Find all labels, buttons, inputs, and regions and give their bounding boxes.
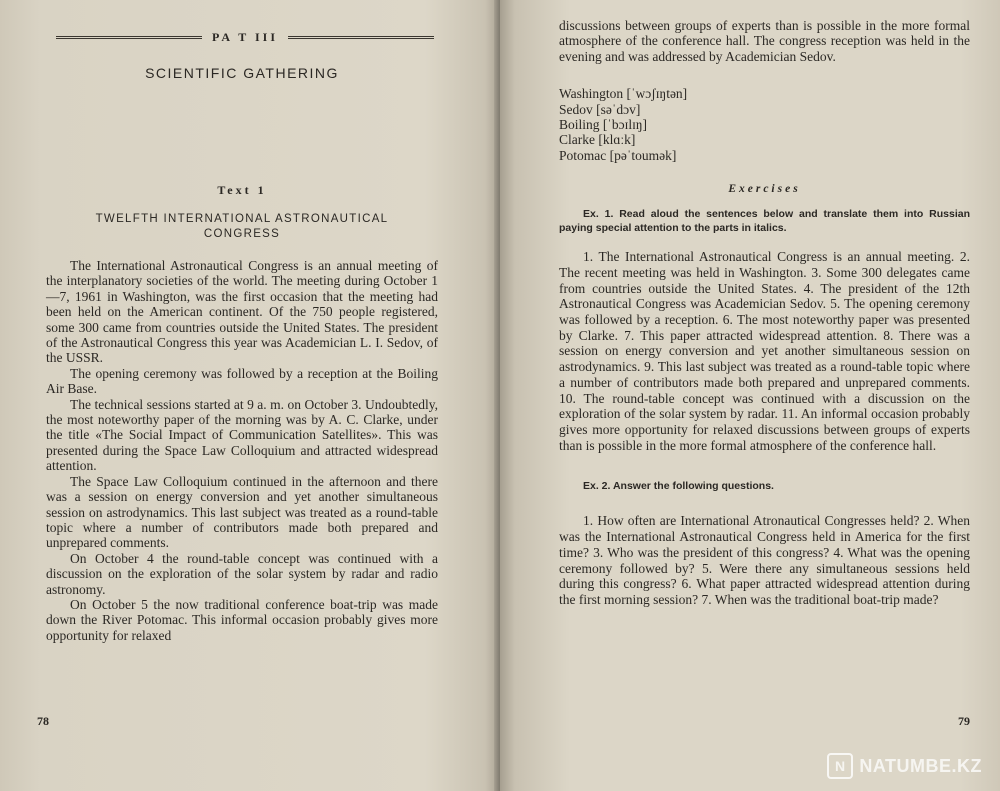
running-head-text: PA T III [211,30,279,44]
watermark [827,753,982,779]
pronunciation-list [559,86,970,163]
exercise-1-task: Ex. 1. Read aloud the sentences below and translate them into Russian paying special attention to the parts in italics. [559,208,970,235]
continuation-block [559,18,970,64]
rule-right [288,36,434,39]
pronunciation-item: Clarke [klɑːk] [559,132,636,148]
exercise-2-task: Ex. 2. Answer the following questions. [583,480,774,493]
paragraph: On October 5 the now traditional conference boat-trip was made down the River Potomac. This informal occasion probably gives more opportunity for relaxed [46,596,438,643]
rule-left [56,36,202,39]
watermark-logo-icon: N [827,753,853,779]
running-head [56,30,434,45]
pronunciation-item: Boiling [ˈbɔɪlɪŋ] [559,117,648,133]
paragraph: The opening ceremony was followed by a reception at the Boiling Air Base. [46,365,438,397]
left-body [46,258,438,643]
watermark-text: NATUMBE.KZ [859,755,982,776]
exercise-1-text: 1. The International Astronautical Congress is an annual meeting. 2. The recent meeting was held in Washington. 3. Some 300 delegates came from countries outside the United States. 4. The president of the 12th Astronautical Congress was Academician Sedov. 5. The opening ceremony was followed by a reception. 6. The most noteworthy paper was presented by Clarke. 7. This paper attracted widespread attention. 8. There was a session on energy conversion and yet another simultaneous session on astrodynamics. 9. This last subject was treated as a round-table topic where a number of contributors made both prepared and unprepared comments. 10. The round-table concept was continued with a discussion on the exploration of the solar system by radar. 11. An informal occasion probably gives more opportunity for relaxed discussions between groups of experts than is possible in the more formal atmosphere of the conference hall. [559,249,970,453]
pronunciation-item: Sedov [səˈdɔv] [559,101,641,117]
paragraph: The technical sessions started at 9 a. m. on October 3. Undoubtedly, the most noteworthy paper of the morning was by A. C. Clarke, under the title «The Social Impact of Communication Satellites». This was presented during the Space Law Colloquium and attracted widespread attention. [46,396,438,474]
chapter-title: SCIENTIFIC GATHERING [145,65,339,81]
text-label: Text 1 [217,183,267,197]
page-number-left: 78 [37,714,49,728]
paragraph: The Space Law Colloquium continued in the afternoon and there was a session on energy conversion and yet another simultaneous session on astrodynamics. This last subject was treated as a round-table topic where a number of contributors made both prepared and unprepared comments. [46,473,438,551]
right-page [500,0,1000,791]
paragraph: On October 4 the round-table concept was continued with a discussion on the exploration of the solar system by radar and radio astronomy. [46,550,438,597]
paragraph: The International Astronautical Congress is an annual meeting of the interplanatory societies of the world. The meeting during October 1—7, 1961 in Washington, was the first occasion that the meeting had been held on the American continent. Of the 750 people registered, some 300 came from countries outside the United States. The president of the Astronautical Congress this year was Academician L. I. Sedov, of the USSR. [46,258,438,366]
pronunciation-item: Washington [ˈwɔʃɪŋtən] [559,86,688,102]
page-number-right: 79 [958,714,970,728]
pronunciation-item: Potomac [pəˈtoumək] [559,147,677,163]
exercises-heading: Exercises [728,183,801,196]
exercise-2-text: 1. How often are International Atronautical Congresses held? 2. When was the International Astronautical Congress held in America for the first time? 3. Who was the president of this congress? 4. What was the opening ceremony followed by? 5. Were there any simultaneous sessions held during this congress? 6. What paper attracted widespread attention during the first morning session? 7. When was the traditional boat-trip made? [559,513,970,607]
exercise-2-body [559,513,970,607]
exercise-1-body [559,249,970,453]
text-title: TWELFTH INTERNATIONAL ASTRONAUTICAL CONGRESS [95,213,389,240]
continuation-paragraph: discussions between groups of experts than is possible in the more formal atmosphere of the conference hall. The congress reception was held in the evening and was addressed by Academician Sedov. [559,18,970,64]
